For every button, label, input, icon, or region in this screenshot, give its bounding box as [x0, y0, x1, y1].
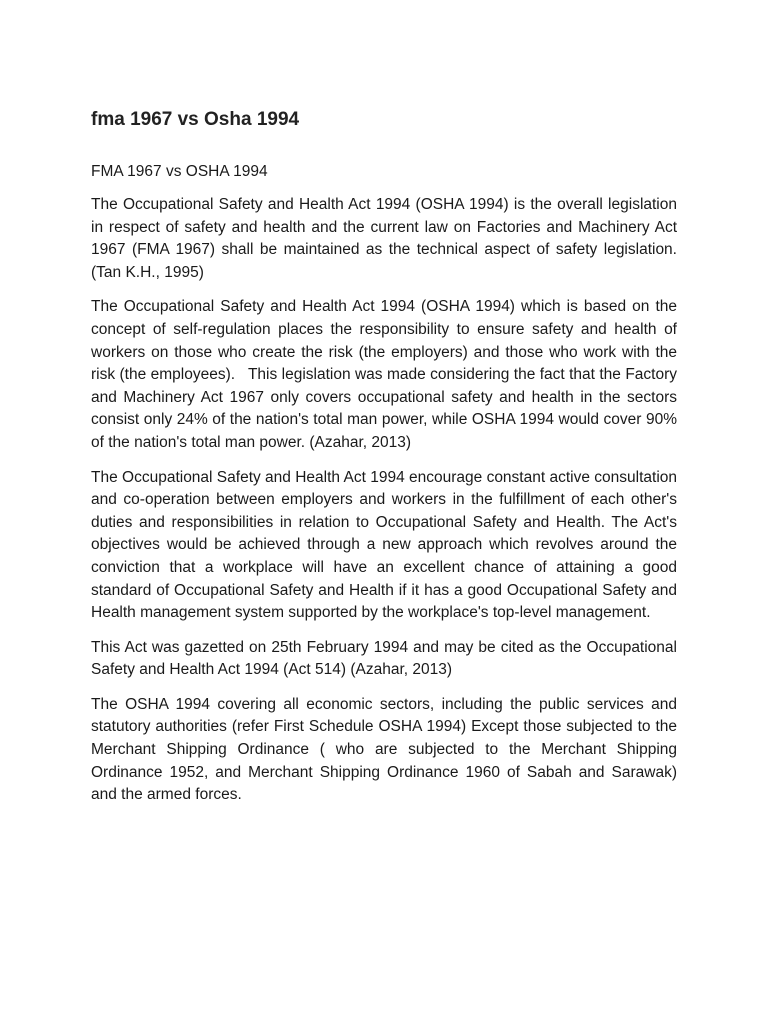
paragraph-2: The Occupational Safety and Health Act 1994 (OSHA 1994) which is based on the concept of self-regulation places the responsibility to ensure safety and health of workers on those who create the risk (the employers) and those who work with the risk (the employees). This legislation was made considering the fact that the Factory and Machinery Act 1967 only covers occupational safety and health in the sectors consist only 24% of the nation's total man power, while OSHA 1994 would cover 90% of the nation's total man power. (Azahar, 2013): [91, 298, 682, 451]
document-page: [91, 108, 682, 819]
document-subtitle: FMA 1967 vs OSHA 1994: [91, 163, 268, 180]
paragraph-3: The Occupational Safety and Health Act 1994 encourage constant active consultation and co-operation between employers and workers in the fulfillment of each other's duties and responsibilities in relation to Occupational Safety and Health. The Act's objectives would be achieved through a new approach which revolves around the conviction that a workplace will have an excellent chance of attaining a good standard of Occupational Safety and Health if it has a good Occupational Safety and Health management system supported by the workplace's top-level management.: [91, 468, 677, 622]
paragraph-5: The OSHA 1994 covering all economic sectors, including the public services and statutory authorities (refer First Schedule OSHA 1994) Except those subjected to the Merchant Shipping Ordinance ( who are subjected to the Merchant Shipping Ordinance 1952, and Merchant Shipping Ordinance 1960 of Sabah and Sarawak) and the armed forces.: [91, 695, 677, 804]
paragraph-4: This Act was gazetted on 25th February 1994 and may be cited as the Occupational Safety and Health Act 1994 (Act 514) (Azahar, 2013): [91, 638, 677, 679]
paragraph-1: The Occupational Safety and Health Act 1994 (OSHA 1994) is the overall legislation in respect of safety and health and the current law on Factories and Machinery Act 1967 (FMA 1967) shall be maintained as the technical aspect of safety legislation. (Tan K.H., 1995): [91, 196, 677, 281]
document-title: fma 1967 vs Osha 1994: [91, 109, 300, 130]
